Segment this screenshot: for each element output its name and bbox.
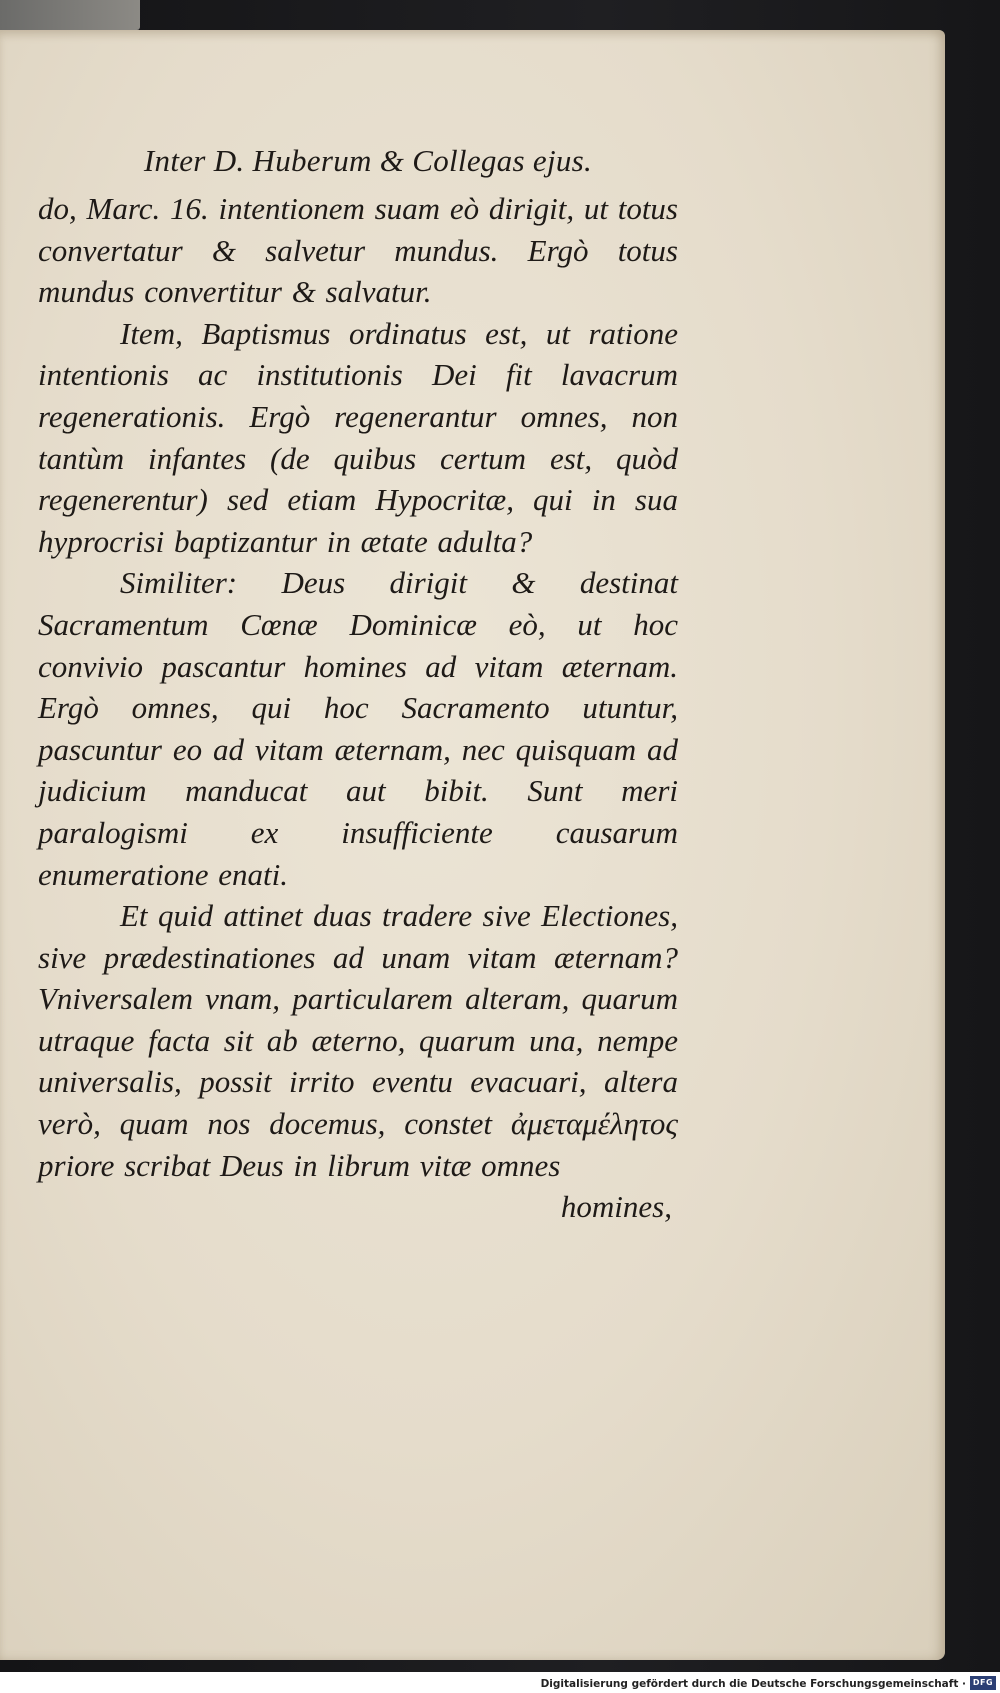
- dfg-logo-icon: DFG: [970, 1676, 996, 1690]
- page-text-block: [38, 140, 678, 1228]
- footer-credit: Digitalisierung gefördert durch die Deutsche Forschungsgemeinschaft ·: [540, 1678, 966, 1690]
- running-head: Inter D. Huberum & Collegas ejus.: [143, 143, 593, 178]
- footer-bar: [0, 1672, 1000, 1693]
- paragraph-3: Similiter: Deus dirigit & destinat Sacramentum Cœnæ Dominicæ eò, ut hoc convivio pascantur homines ad vitam æternam. Ergò omnes, qui hoc Sacramento utuntur, pascuntur eo ad vitam æternam, nec quisquam ad judicium manducat aut bibit. Sunt meri paralogismi ex insufficiente causarum enumeratione enati.: [38, 565, 678, 892]
- book-page: [0, 30, 945, 1660]
- catchword: homines,: [560, 1189, 672, 1225]
- scan-edge-tab: [0, 0, 140, 30]
- paragraph-1: do, Marc. 16. intentionem suam eò dirigit, ut totus convertatur & salvetur mundus. Ergò totus mundus convertitur & salvatur.: [38, 191, 678, 310]
- paragraph-2: Item, Baptismus ordinatus est, ut ratione intentionis ac institutionis Dei fit lavacrum regenerationis. Ergò regenerantur omnes, non tantùm infantes (de quibus certum est, quòd regenerentur) sed etiam Hypocritæ, qui in sua hyprocrisi baptizantur in ætate adulta?: [38, 315, 678, 559]
- paragraph-4: Et quid attinet duas tradere sive Electiones, sive prædestinationes ad unam vitam æternam? Vniversalem vnam, particularem alteram, quarum utraque facta sit ab æterno, quarum una, nempe universalis, possit irrito eventu evacuari, altera verò, quam nos docemus, constet ἀμεταμέλητος priore scribat Deus in librum vitæ omnes: [38, 898, 678, 1183]
